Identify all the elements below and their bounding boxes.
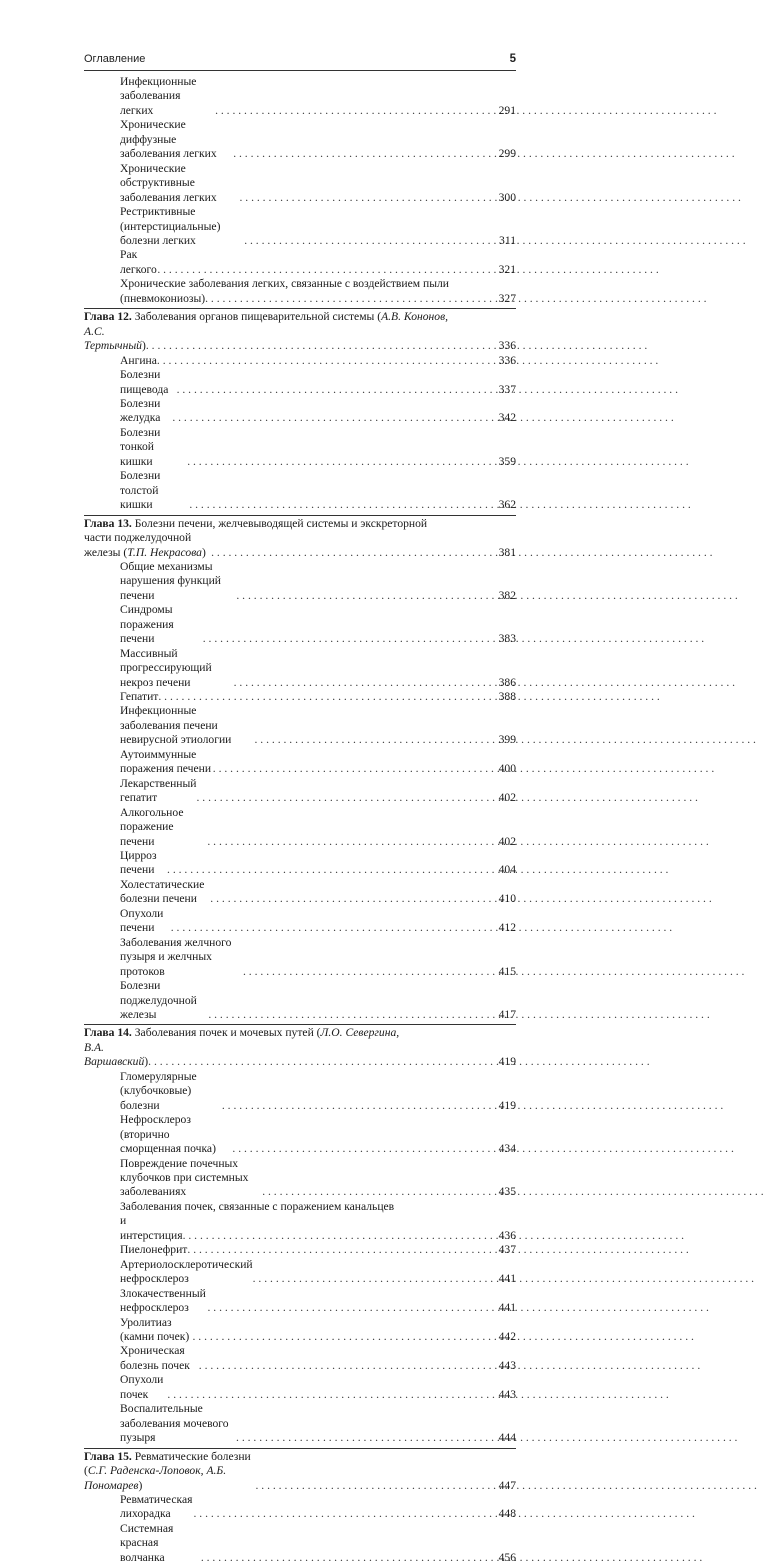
chapter-authors: В.А. Варшавский (84, 1040, 145, 1069)
toc-entry-title: Системная красная волчанка (120, 1521, 174, 1564)
toc-entry-page: 400 (498, 762, 516, 776)
chapter-authors: Л.О. Севергина, (320, 1026, 400, 1040)
toc-leader (171, 921, 486, 935)
toc-leader (146, 339, 486, 353)
toc-leader (157, 354, 486, 368)
toc-entry[interactable] (84, 205, 516, 248)
toc-leader (255, 733, 487, 747)
toc-entry-title: Болезни толстой кишки (120, 469, 161, 512)
chapter-authors: Т.П. Некрасова (127, 545, 202, 559)
toc-entry-page: 437 (498, 1243, 516, 1257)
toc-entry-title: Артериолосклеротический нефросклероз (120, 1257, 253, 1286)
chapter-label: Глава 12. (84, 310, 132, 324)
toc-entry[interactable] (84, 979, 516, 1022)
toc-leader (197, 791, 487, 805)
toc-entry-page: 441 (498, 1301, 516, 1315)
toc-entry[interactable] (84, 1493, 516, 1522)
toc-entry-title: Хронические диффузные заболевания легких (120, 118, 217, 161)
toc-entry-page: 383 (498, 632, 516, 646)
chapter-13-heading-end[interactable] (84, 531, 516, 560)
toc-entry[interactable] (84, 1344, 516, 1373)
toc-leader (203, 632, 486, 646)
running-header (84, 53, 516, 69)
toc-entry-page: 419 (498, 1098, 516, 1112)
toc-leader (236, 1431, 486, 1445)
toc-entry-page: 381 (498, 545, 516, 559)
toc-entry[interactable] (84, 1070, 516, 1113)
chapter-title: Ревматические болезни ( (84, 1449, 251, 1478)
toc-entry[interactable] (84, 704, 516, 747)
toc-entry-page: 337 (498, 382, 516, 396)
toc-entry-page: 435 (498, 1185, 516, 1199)
header-title: Оглавление (84, 53, 146, 65)
chapter-authors: А.С. Тертычный (84, 324, 142, 353)
page-number: 5 (509, 53, 516, 65)
toc-entry-page: 444 (498, 1431, 516, 1445)
toc-entry-page: 419 (498, 1055, 516, 1069)
toc-entry[interactable] (84, 936, 516, 979)
toc-entry-page: 443 (498, 1358, 516, 1372)
toc-leader (213, 762, 486, 776)
toc-entry[interactable] (84, 248, 516, 277)
chapter-title: Заболевания органов пищеварительной системы ( (134, 310, 382, 324)
toc-leader (253, 1272, 486, 1286)
toc-entry-page: 386 (498, 675, 516, 689)
chapter-title: части поджелудочной железы ( (84, 531, 192, 559)
toc-leader (189, 498, 486, 512)
toc-leader (199, 1359, 486, 1373)
toc-entry-title: Синдромы поражения печени (120, 603, 174, 646)
toc-leader (222, 1099, 486, 1113)
chapter-authors: А.В. Кононов, (381, 310, 449, 324)
toc-leader (167, 863, 486, 877)
toc-leader (183, 1229, 486, 1243)
toc-entry-title: Опухоли почек (120, 1373, 164, 1401)
toc-entry-title: Заболевания желчного пузыря и желчных протоков (120, 935, 232, 978)
toc-entry-page: 402 (498, 791, 516, 805)
toc-entry-title: Рестриктивные (интерстициальные) болезни легких (120, 205, 221, 247)
toc-leader (243, 965, 486, 979)
toc-leader (232, 1142, 486, 1156)
toc-leader (239, 191, 486, 205)
chapter-12-heading[interactable] (84, 310, 516, 324)
toc-leader (211, 546, 486, 560)
toc-entry-title: Алкогольное поражение печени (120, 805, 184, 848)
toc-entry-page: 443 (498, 1387, 516, 1401)
toc-entry[interactable] (84, 1243, 516, 1257)
chapter-divider (84, 515, 516, 516)
toc-entry[interactable] (84, 1522, 516, 1565)
toc-entry-title: Болезни поджелудочной железы (120, 979, 197, 1021)
toc-entry[interactable] (84, 397, 516, 426)
chapter-13-heading[interactable] (84, 517, 516, 531)
toc-entry-page: 327 (498, 291, 516, 305)
toc-entry[interactable] (84, 469, 516, 512)
toc-leader (244, 234, 486, 248)
toc-entry-page: 321 (498, 262, 516, 276)
toc-entry-page: 362 (498, 498, 516, 512)
chapter-label: Глава 14. (84, 1026, 132, 1040)
toc-entry-page: 299 (498, 147, 516, 161)
table-of-contents (84, 75, 516, 1565)
toc-leader (236, 589, 486, 603)
toc-entry[interactable] (84, 849, 516, 878)
toc-entry-page: 410 (498, 892, 516, 906)
toc-entry-page: 399 (498, 733, 516, 747)
toc-entry-page: 436 (498, 1228, 516, 1242)
toc-entry-title: Болезни пищевода (120, 368, 169, 396)
toc-entry-title: (пневмокониозы) (120, 291, 206, 305)
toc-entry-title: Цирроз печени (120, 849, 157, 877)
toc-entry-title: Инфекционные заболевания печени невирусной этиологии (120, 704, 232, 747)
toc-entry-title: Пиелонефрит (120, 1243, 188, 1257)
toc-entry-page: 336 (498, 353, 516, 367)
toc-entry-title: Уролитиаз (камни почек) (120, 1315, 190, 1343)
toc-entry[interactable] (84, 354, 516, 368)
toc-entry-title: Повреждение почечных клубочков при системных заболеваниях (120, 1156, 249, 1199)
toc-entry[interactable] (84, 1402, 516, 1445)
toc-entry[interactable] (84, 162, 516, 205)
toc-entry-page: 382 (498, 588, 516, 602)
toc-entry[interactable] (84, 806, 516, 849)
toc-entry[interactable] (84, 1287, 516, 1316)
toc-entry-title: Опухоли печени (120, 906, 164, 935)
toc-entry[interactable] (84, 368, 516, 397)
chapter-14-heading-end[interactable] (84, 1041, 516, 1070)
toc-leader (158, 690, 486, 704)
toc-leader (201, 1551, 486, 1565)
toc-entry-page: 448 (498, 1507, 516, 1521)
toc-entry-page: 417 (498, 1008, 516, 1021)
chapter-15-heading[interactable] (84, 1450, 516, 1493)
toc-leader (255, 1479, 486, 1493)
toc-entry-title: Лекарственный гепатит (120, 776, 197, 805)
toc-entry-page: 336 (498, 339, 516, 353)
toc-entry-title: Рак легкого (120, 248, 157, 276)
chapter-14-heading[interactable] (84, 1026, 516, 1040)
toc-entry-page: 402 (498, 834, 516, 848)
toc-entry-page: 300 (498, 190, 516, 204)
toc-leader (193, 1507, 486, 1521)
chapter-label: Глава 15. (84, 1449, 132, 1463)
toc-entry[interactable] (84, 118, 516, 161)
toc-entry-page: 311 (499, 233, 516, 247)
chapter-divider (84, 1448, 516, 1449)
toc-entry-title: Инфекционные заболевания легких (120, 75, 197, 117)
toc-entry-page: 291 (498, 103, 516, 117)
toc-entry[interactable] (84, 426, 516, 469)
toc-entry[interactable] (84, 1113, 516, 1156)
toc-entry-page: 442 (498, 1329, 516, 1343)
toc-entry-title: Воспалительные заболевания мочевого пузыря (120, 1402, 229, 1445)
toc-entry[interactable] (84, 1258, 516, 1287)
chapter-title: Болезни печени, желчевыводящей системы и экскреторной (134, 516, 428, 530)
toc-leader (148, 1055, 486, 1069)
toc-entry-title: Хронические обструктивные заболевания легких (120, 161, 217, 204)
toc-entry-page: 456 (498, 1550, 516, 1564)
toc-entry-title: Ангина (120, 353, 157, 367)
chapter-title: ) (144, 1055, 149, 1069)
toc-entry[interactable] (84, 1157, 516, 1200)
toc-entry-page: 434 (498, 1142, 516, 1156)
toc-entry-title: Ревматическая лихорадка (120, 1492, 193, 1521)
toc-leader (234, 676, 486, 690)
toc-entry-page: 447 (498, 1478, 516, 1492)
toc-entry[interactable] (84, 560, 516, 603)
toc-entry-page: 404 (498, 863, 516, 877)
chapter-12-heading-end[interactable] (84, 325, 516, 354)
toc-entry-title: Болезни тонкой кишки (120, 425, 161, 468)
toc-leader (207, 835, 486, 849)
toc-leader (172, 411, 486, 425)
toc-entry[interactable] (84, 75, 516, 118)
toc-entry-title: Нефросклероз (вторично сморщенная почка) (120, 1113, 216, 1156)
toc-entry-title: Хроническая болезнь почек (120, 1344, 190, 1372)
toc-entry-title: и интерстиция (120, 1214, 183, 1242)
chapter-divider (84, 1024, 516, 1025)
toc-entry-page: 359 (498, 454, 516, 468)
toc-entry[interactable] (84, 292, 516, 306)
toc-leader (205, 292, 486, 306)
toc-leader (208, 1008, 486, 1022)
toc-entry-title: Холестатические болезни печени (120, 877, 205, 906)
chapter-title: Заболевания почек и мочевых путей ( (134, 1026, 321, 1040)
toc-leader (215, 104, 486, 118)
toc-entry[interactable] (84, 690, 516, 704)
chapter-authors: С.Г. Раденска-Лоповок, А.Б. Пономарев (84, 1464, 227, 1492)
header-rule (84, 70, 516, 71)
toc-entry[interactable] (84, 603, 516, 646)
toc-entry[interactable] (84, 1316, 516, 1345)
toc-leader (187, 455, 486, 469)
toc-entry[interactable] (84, 748, 516, 777)
toc-entry[interactable] (84, 907, 516, 936)
toc-leader (177, 383, 486, 397)
toc-entry-page: 388 (498, 690, 516, 704)
toc-entry-page: 415 (498, 964, 516, 978)
chapter-divider (84, 308, 516, 309)
toc-leader (187, 1243, 486, 1257)
toc-entry-title: Общие механизмы нарушения функций печени (120, 559, 221, 602)
toc-entry-page: 412 (498, 921, 516, 935)
toc-leader (207, 1301, 486, 1315)
toc-leader (192, 1330, 486, 1344)
toc-entry-page: 441 (498, 1272, 516, 1286)
chapter-title: ) (138, 1478, 143, 1492)
chapter-label: Глава 13. (84, 516, 132, 530)
toc-entry-title: Гломерулярные (клубочковые) болезни (120, 1069, 197, 1112)
toc-entry[interactable] (84, 1214, 516, 1243)
toc-leader (210, 892, 486, 906)
toc-entry[interactable] (84, 647, 516, 690)
toc-leader (167, 1388, 486, 1402)
toc-entry-line1[interactable]: Хронические заболевания легких, связанные с воздействием пыли (120, 277, 449, 291)
toc-entry-line1[interactable]: Заболевания почек, связанные с поражением канальцев (120, 1199, 395, 1213)
toc-entry-title: Злокачественный нефросклероз (120, 1286, 206, 1315)
toc-leader (233, 147, 486, 161)
toc-leader (157, 263, 486, 277)
toc-entry-title: Болезни желудка (120, 396, 161, 425)
toc-entry[interactable] (84, 777, 516, 806)
toc-entry[interactable] (84, 1373, 516, 1402)
toc-entry-title: Аутоиммунные поражения печени (120, 747, 212, 776)
toc-entry-page: 342 (498, 411, 516, 425)
toc-entry-title: Массивный прогрессирующий некроз печени (120, 646, 212, 689)
toc-entry[interactable] (84, 878, 516, 907)
toc-entry-title: Гепатит (120, 690, 159, 704)
toc-leader (262, 1185, 486, 1199)
chapter-title: ) (201, 545, 206, 559)
chapter-title: ) (141, 339, 146, 353)
